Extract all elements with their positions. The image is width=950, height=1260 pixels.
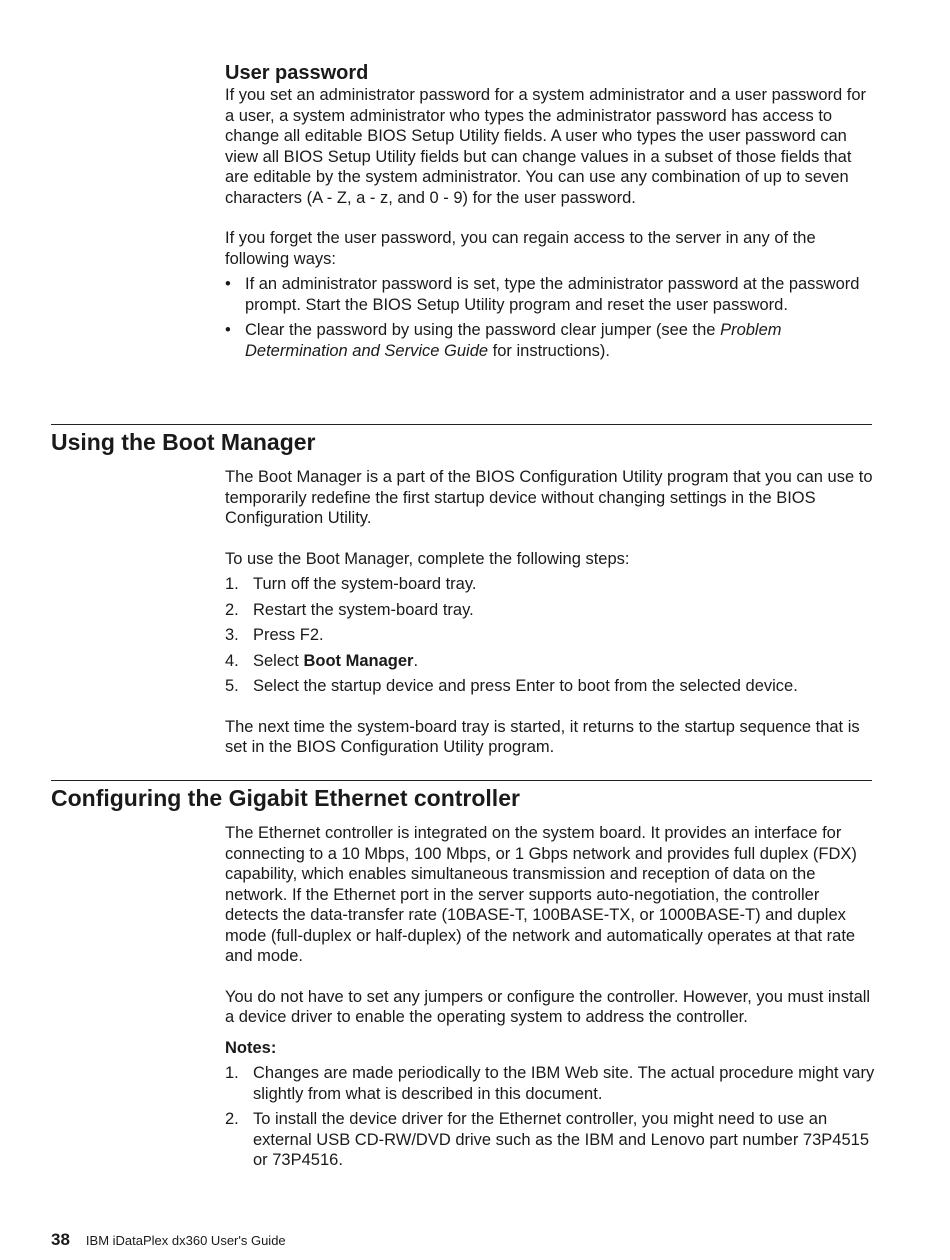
page-number: 38	[51, 1230, 70, 1249]
step-number: 3.	[225, 626, 239, 644]
section-divider	[51, 780, 872, 781]
list-item	[225, 1109, 875, 1171]
list-item	[225, 600, 875, 621]
guide-title-italic: Problem Determination and Service Guide	[245, 321, 782, 360]
step-text: Select the startup device and press Enter to boot from the selected device.	[253, 677, 798, 695]
ethernet-para-2: You do not have to set any jumpers or configure the controller. However, you must install a device driver to enable the operating system to address the controller.	[225, 987, 871, 1026]
boot-manager-para-2: To use the Boot Manager, complete the following steps:	[225, 549, 630, 568]
boot-manager-para-1: The Boot Manager is a part of the BIOS Configuration Utility program that you can use to temporarily redefine the first startup device without changing settings in the BIOS Configuration Utility.	[225, 468, 873, 527]
list-item	[225, 320, 875, 361]
boot-manager-para-3: The next time the system-board tray is started, it returns to the startup sequence that is set in the BIOS Configuration Utility program.	[225, 717, 860, 756]
bullet-text: If an administrator password is set, type the administrator password at the password prompt. Start the BIOS Setup Utility program and reset the user password.	[245, 275, 860, 314]
step-number: 1.	[225, 575, 239, 593]
step-number: 4.	[225, 651, 239, 670]
list-item	[225, 625, 875, 646]
step-text: Turn off the system-board tray.	[253, 575, 477, 593]
notes-list	[225, 1063, 875, 1171]
step-number: 2.	[225, 600, 239, 619]
step-text: Press F2.	[253, 626, 324, 644]
page-footer	[51, 1230, 286, 1251]
user-password-para-1: If you set an administrator password for a system administrator and a user password for a user, a system administrator who types the administrator password has access to change all editable BIOS Setup Utility fields. A user who types the user password can view all BIOS Setup Utility fields but can change values in a subset of those fields that are editable by the system administrator. You can use any combination of up to seven characters (A - Z, a - z, and 0 - 9) for the user password.	[225, 86, 867, 207]
bullet-text-post: for instructions).	[488, 341, 611, 360]
note-number: 1.	[225, 1064, 239, 1082]
bullet-text-pre: Clear the password by using the password clear jumper (see the	[245, 321, 721, 339]
ethernet-heading: Configuring the Gigabit Ethernet controller	[51, 785, 520, 811]
step-text: Restart the system-board tray.	[253, 600, 474, 619]
boot-manager-steps	[225, 574, 875, 697]
user-password-heading: User password	[225, 62, 369, 84]
regain-access-list	[225, 274, 875, 361]
note-text: Changes are made periodically to the IBM Web site. The actual procedure might vary slightly from what is described in this document.	[253, 1064, 875, 1103]
list-item	[225, 574, 875, 595]
list-item	[225, 676, 875, 697]
step-number: 5.	[225, 677, 239, 695]
notes-label: Notes:	[225, 1038, 277, 1057]
ethernet-section	[225, 823, 875, 1171]
list-item	[225, 1063, 875, 1104]
boot-manager-heading: Using the Boot Manager	[51, 429, 316, 455]
user-password-para-2: If you forget the user password, you can regain access to the server in any of the following ways:	[225, 229, 816, 268]
ethernet-para-1: The Ethernet controller is integrated on the system board. It provides an interface for connecting to a 10 Mbps, 100 Mbps, or 1 Gbps network and provides full duplex (FDX) capability, which enables simultaneous transmission and reception of data on the network. If the Ethernet port in the server supports auto-negotiation, the controller detects the data-transfer rate (10BASE-T, 100BASE-TX, or 1000BASE-T) and duplex mode (full-duplex or half-duplex) of the network and automatically operates at that rate and mode.	[225, 824, 857, 965]
note-number: 2.	[225, 1110, 239, 1128]
list-item	[225, 274, 875, 315]
note-text: To install the device driver for the Ethernet controller, you might need to use an external USB CD-RW/DVD drive such as the IBM and Lenovo part number 73P4515 or 73P4516.	[253, 1110, 869, 1169]
section-divider	[51, 424, 872, 425]
boot-manager-emphasis: Boot Manager	[303, 651, 414, 670]
book-title: IBM iDataPlex dx360 User's Guide	[85, 1233, 286, 1248]
user-password-section	[225, 61, 875, 361]
list-item	[225, 651, 875, 672]
boot-manager-section	[225, 467, 875, 758]
step-text: Select	[253, 651, 304, 670]
step-text-post: .	[413, 651, 419, 670]
